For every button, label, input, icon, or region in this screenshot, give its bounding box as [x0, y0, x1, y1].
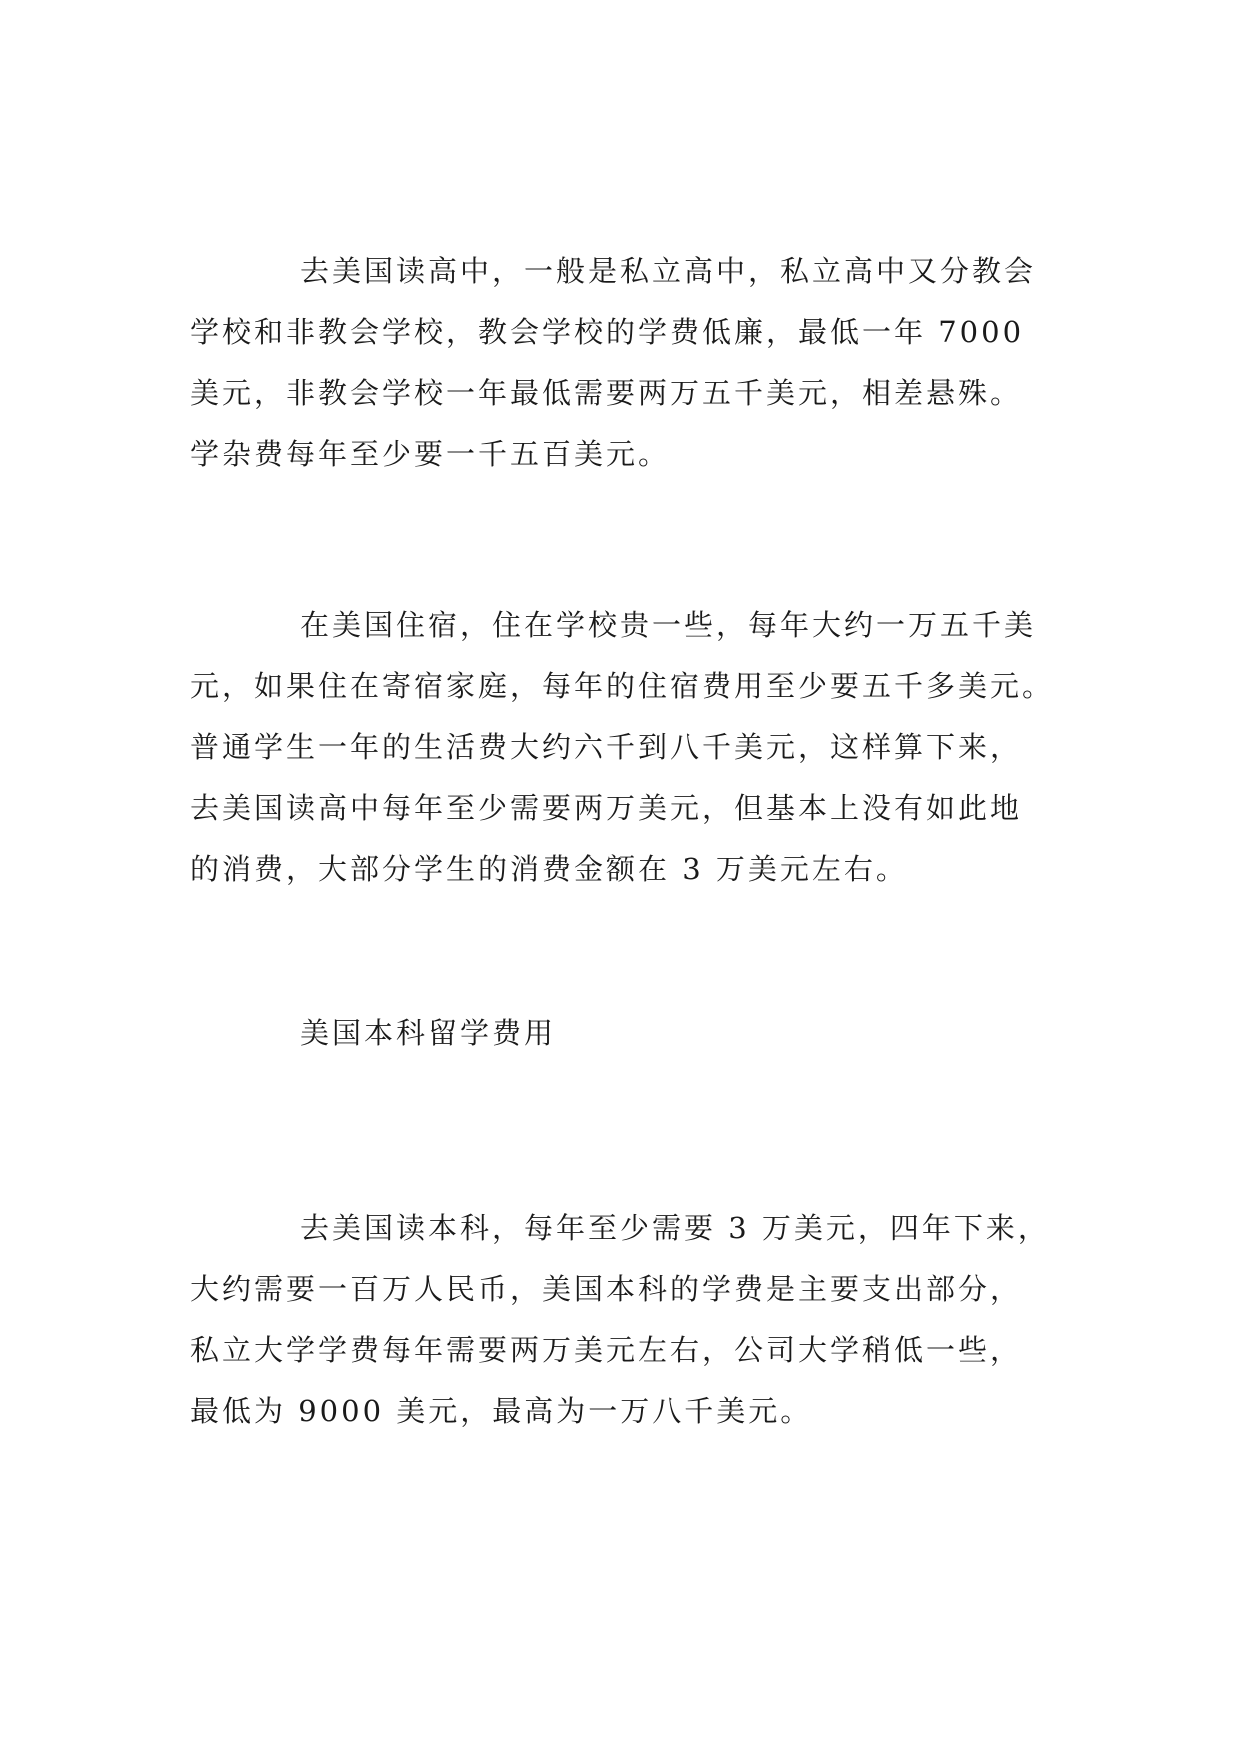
- section-heading: [190, 1003, 1050, 1064]
- paragraph-living-costs: [190, 595, 1055, 900]
- text-line: 普通学生一年的生活费大约六千到八千美元，这样算下来，: [190, 730, 1023, 764]
- text-line: 私立大学学费每年需要两万美元左右，公司大学稍低一些，: [190, 1333, 1023, 1367]
- text-line: 美元，非教会学校一年最低需要两万五千美元，相差悬殊。: [190, 376, 1023, 410]
- text-line: 学校和非教会学校，教会学校的学费低廉，最低一年 7000: [190, 315, 1025, 349]
- paragraph-undergraduate-costs: [190, 1198, 1050, 1442]
- text-line: 去美国读本科，每年至少需要 3 万美元，四年下来，: [300, 1211, 1050, 1245]
- paragraph-high-school-tuition: [190, 241, 1050, 485]
- text-line: 去美国读高中每年至少需要两万美元，但基本上没有如此地: [190, 791, 1023, 825]
- text-line: 在美国住宿，住在学校贵一些，每年大约一万五千美: [300, 608, 1037, 642]
- text-line: 的消费，大部分学生的消费金额在 3 万美元左右。: [190, 852, 908, 886]
- text-line: 去美国读高中，一般是私立高中，私立高中又分教会: [300, 254, 1037, 288]
- text-line: 元，如果住在寄宿家庭，每年的住宿费用至少要五千多美元。: [190, 669, 1055, 703]
- text-line: 学杂费每年至少要一千五百美元。: [190, 437, 671, 471]
- text-line: 最低为 9000 美元，最高为一万八千美元。: [190, 1394, 813, 1428]
- text-line: 大约需要一百万人民币，美国本科的学费是主要支出部分，: [190, 1272, 1023, 1306]
- heading-text: 美国本科留学费用: [300, 1016, 557, 1050]
